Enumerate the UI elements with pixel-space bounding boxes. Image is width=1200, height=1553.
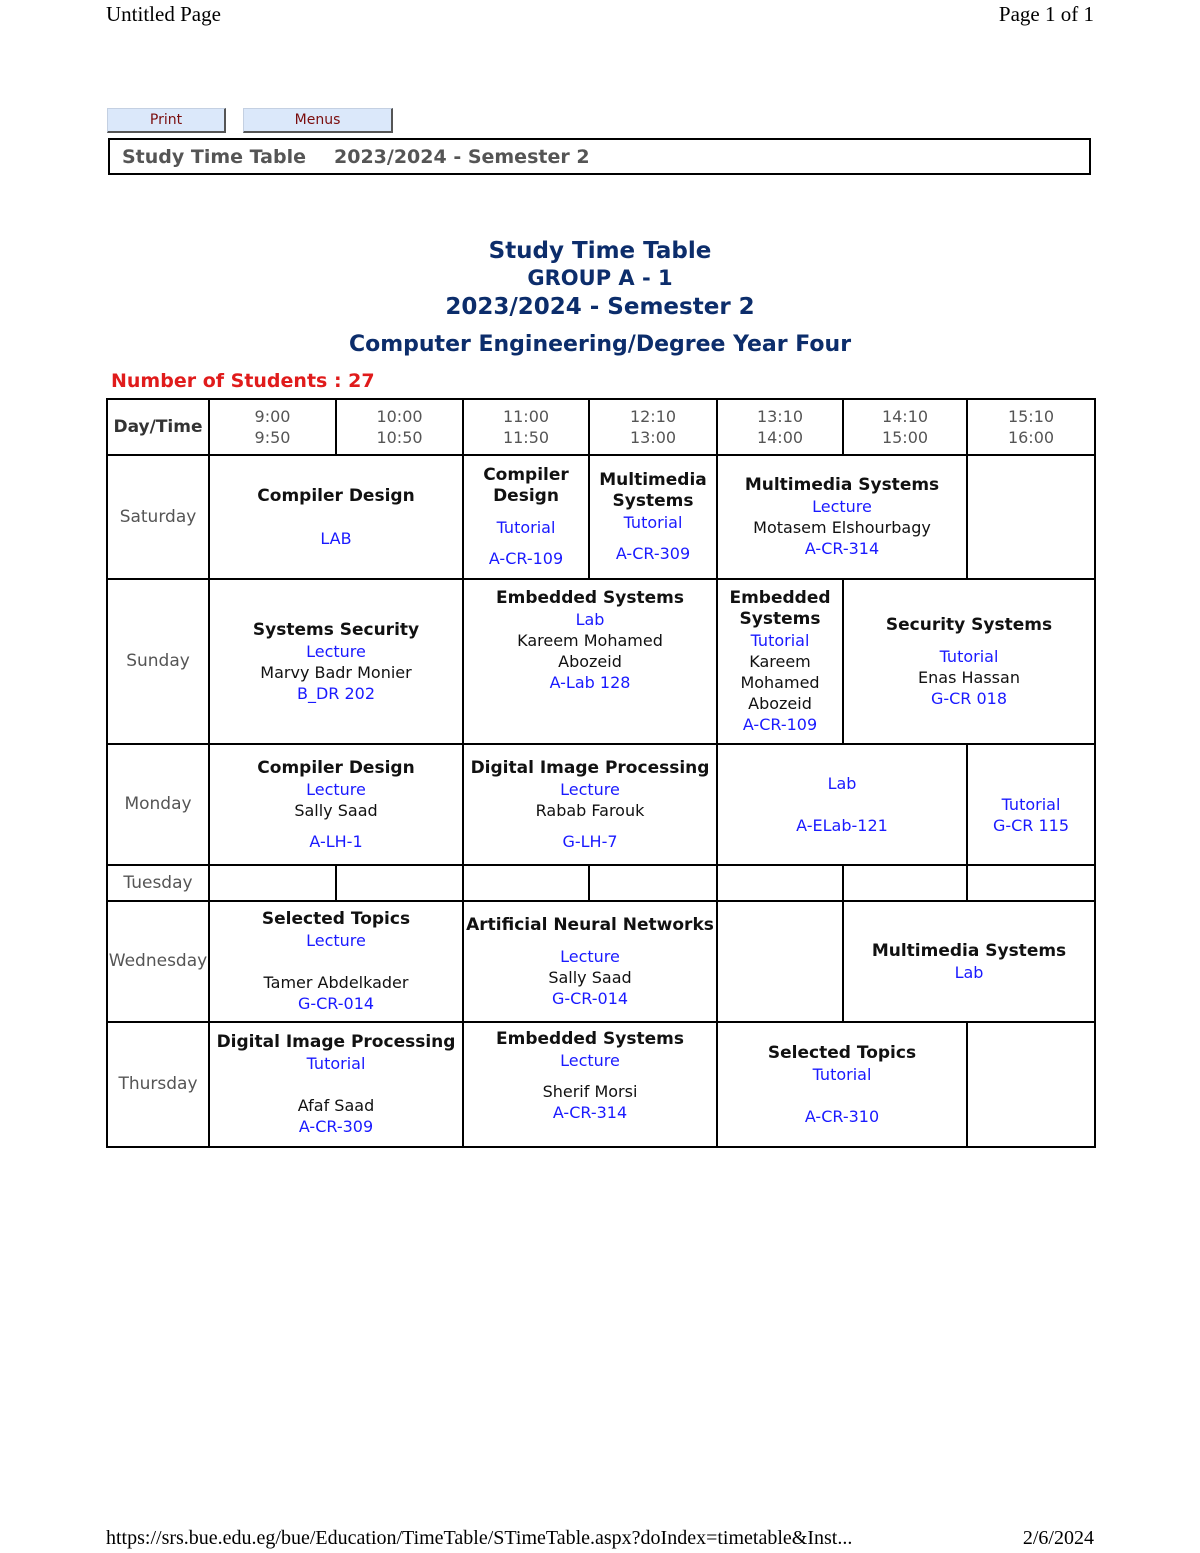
room-code: A-CR-309 xyxy=(298,1117,374,1136)
time-slot-header xyxy=(717,399,843,455)
instructor-name: Sally Saad xyxy=(294,800,378,820)
page-number: Page 1 of 1 xyxy=(998,2,1094,26)
course-name: Compiler Design xyxy=(483,465,569,506)
wednesday-row xyxy=(107,901,1095,1022)
empty-cell xyxy=(843,865,967,901)
class-cell xyxy=(717,455,967,579)
instructor-name: Afaf Saad xyxy=(297,1096,375,1115)
slot-start: 10:00 xyxy=(376,407,423,426)
slot-end: 13:00 xyxy=(629,428,677,447)
room-code: G-LH-7 xyxy=(562,831,618,851)
course-name: Compiler Design xyxy=(257,757,415,778)
room-code: A-Lab 128 xyxy=(549,673,631,692)
class-cell xyxy=(463,455,589,579)
day-label: Thursday xyxy=(107,1022,209,1147)
course-name: Digital Image Processing xyxy=(470,757,710,778)
session-type: Lab xyxy=(954,962,984,982)
room-code: G-CR-014 xyxy=(551,988,629,1008)
saturday-row xyxy=(107,455,1095,579)
class-cell xyxy=(463,901,717,1022)
room-code: A-CR-109 xyxy=(488,549,564,568)
session-type: Tutorial xyxy=(812,1064,872,1084)
time-slot-header xyxy=(843,399,967,455)
session-type: Lab xyxy=(827,774,857,793)
print-date: 2/6/2024 xyxy=(1022,1527,1094,1549)
slot-end: 10:50 xyxy=(376,428,423,447)
room-code: G-CR-014 xyxy=(297,994,375,1013)
instructor-name: Sherif Morsi xyxy=(542,1082,638,1101)
instructor-name: Kareem Mohamed Abozeid xyxy=(740,652,820,713)
time-slot-header xyxy=(336,399,463,455)
day-label: Monday xyxy=(107,744,209,865)
class-cell xyxy=(209,579,463,744)
session-type: Lecture xyxy=(560,1051,620,1070)
class-cell xyxy=(717,579,843,744)
banner-year: 2023/2024 - Semester 2 xyxy=(334,145,590,168)
page-header-title: Untitled Page xyxy=(106,2,221,26)
session-type: Lab xyxy=(575,610,605,629)
print-button[interactable]: Print xyxy=(107,108,226,133)
empty-cell xyxy=(967,865,1095,901)
empty-cell xyxy=(967,1022,1095,1147)
slot-start: 14:10 xyxy=(881,407,929,426)
class-cell xyxy=(843,579,1095,744)
class-cell xyxy=(843,901,1095,1022)
session-type: Lecture xyxy=(306,931,366,950)
menus-button[interactable]: Menus xyxy=(243,108,393,133)
day-time-header: Day/Time xyxy=(107,399,209,455)
day-label: Saturday xyxy=(107,455,209,579)
course-name: Multimedia Systems xyxy=(599,470,707,511)
class-cell xyxy=(589,455,717,579)
time-slot-header xyxy=(463,399,589,455)
empty-cell xyxy=(717,901,843,1022)
course-name: Embedded Systems xyxy=(729,588,831,629)
program-title: Computer Engineering/Degree Year Four xyxy=(348,332,852,357)
time-slot-header xyxy=(967,399,1095,455)
session-type: Tutorial xyxy=(306,1054,366,1073)
room-code: A-ELab-121 xyxy=(796,816,888,835)
class-cell xyxy=(209,1022,463,1147)
empty-cell xyxy=(717,865,843,901)
time-slot-header xyxy=(589,399,717,455)
empty-cell xyxy=(209,865,336,901)
time-slot-header xyxy=(209,399,336,455)
timetable xyxy=(106,398,1096,1148)
class-cell xyxy=(463,1022,717,1147)
header-row xyxy=(107,399,1095,455)
class-cell xyxy=(717,1022,967,1147)
slot-end: 11:50 xyxy=(502,428,550,447)
instructor-name: Sally Saad xyxy=(548,967,632,987)
room-code: A-LH-1 xyxy=(309,831,363,851)
banner-label: Study Time Table xyxy=(122,145,306,168)
timetable-banner xyxy=(108,138,1091,175)
semester-title: 2023/2024 - Semester 2 xyxy=(445,294,755,320)
session-type: Tutorial xyxy=(750,631,810,650)
empty-cell xyxy=(463,865,589,901)
course-name: Embedded Systems xyxy=(496,588,684,608)
day-label: Tuesday xyxy=(107,865,209,901)
course-name: Systems Security xyxy=(252,619,420,640)
empty-cell xyxy=(589,865,717,901)
session-type: Lecture xyxy=(306,641,366,661)
class-cell xyxy=(463,744,717,865)
slot-start: 11:00 xyxy=(502,407,550,426)
session-type: Lecture xyxy=(812,497,872,516)
session-type: Tutorial xyxy=(1001,795,1061,814)
room-code: G-CR 018 xyxy=(930,688,1008,708)
class-cell xyxy=(717,744,967,865)
session-type: Lecture xyxy=(560,946,620,966)
instructor-name: Enas Hassan xyxy=(918,667,1020,687)
class-cell xyxy=(209,744,463,865)
room-code: B_DR 202 xyxy=(296,683,376,703)
page-title: Study Time Table xyxy=(488,238,712,264)
slot-end: 14:00 xyxy=(756,428,804,447)
instructor-name: Marvy Badr Monier xyxy=(260,662,412,682)
room-code: G-CR 115 xyxy=(992,816,1070,835)
room-code: A-CR-314 xyxy=(804,539,880,558)
slot-start: 9:00 xyxy=(254,407,291,426)
room-code: A-CR-309 xyxy=(615,544,691,563)
slot-end: 15:00 xyxy=(881,428,929,447)
slot-start: 12:10 xyxy=(629,407,677,426)
room-code: LAB xyxy=(320,528,352,548)
day-label: Wednesday xyxy=(107,901,209,1022)
page-url: https://srs.bue.edu.eg/bue/Education/TimeTable/STimeTable.aspx?doIndex=timetable&Inst... xyxy=(106,1527,853,1549)
class-cell xyxy=(967,744,1095,865)
course-name: Artificial Neural Networks xyxy=(466,914,714,935)
empty-cell xyxy=(336,865,463,901)
student-count: Number of Students : 27 xyxy=(111,370,375,392)
instructor-name: Tamer Abdelkader xyxy=(263,973,409,992)
day-label: Sunday xyxy=(107,579,209,744)
slot-start: 15:10 xyxy=(1007,407,1055,426)
course-name: Digital Image Processing xyxy=(216,1032,456,1052)
session-type: Tutorial xyxy=(623,513,683,532)
instructor-name: Kareem Mohamed Abozeid xyxy=(517,631,663,671)
room-code: A-CR-310 xyxy=(804,1106,880,1126)
course-name: Embedded Systems xyxy=(496,1029,684,1049)
room-code: A-CR-314 xyxy=(552,1103,628,1122)
course-name: Multimedia Systems xyxy=(871,940,1067,961)
course-name: Selected Topics xyxy=(767,1042,917,1063)
class-cell xyxy=(209,455,463,579)
class-cell xyxy=(209,901,463,1022)
instructor-name: Rabab Farouk xyxy=(535,800,645,820)
course-name: Security Systems xyxy=(885,614,1053,635)
group-title: GROUP A - 1 xyxy=(527,266,673,290)
instructor-name: Motasem Elshourbagy xyxy=(753,518,931,537)
session-type: Tutorial xyxy=(939,646,999,666)
session-type: Lecture xyxy=(560,779,620,799)
monday-row xyxy=(107,744,1095,865)
tuesday-row xyxy=(107,865,1095,901)
course-name: Selected Topics xyxy=(261,909,411,929)
class-cell xyxy=(463,579,717,744)
slot-end: 16:00 xyxy=(1007,428,1055,447)
empty-cell xyxy=(967,455,1095,579)
session-type: Lecture xyxy=(306,779,366,799)
slot-end: 9:50 xyxy=(254,428,291,447)
session-type: Tutorial xyxy=(496,518,556,537)
slot-start: 13:10 xyxy=(756,407,804,426)
course-name: Compiler Design xyxy=(257,485,415,506)
thursday-row xyxy=(107,1022,1095,1147)
room-code: A-CR-109 xyxy=(742,715,818,734)
course-name: Multimedia Systems xyxy=(744,475,940,495)
sunday-row xyxy=(107,579,1095,744)
